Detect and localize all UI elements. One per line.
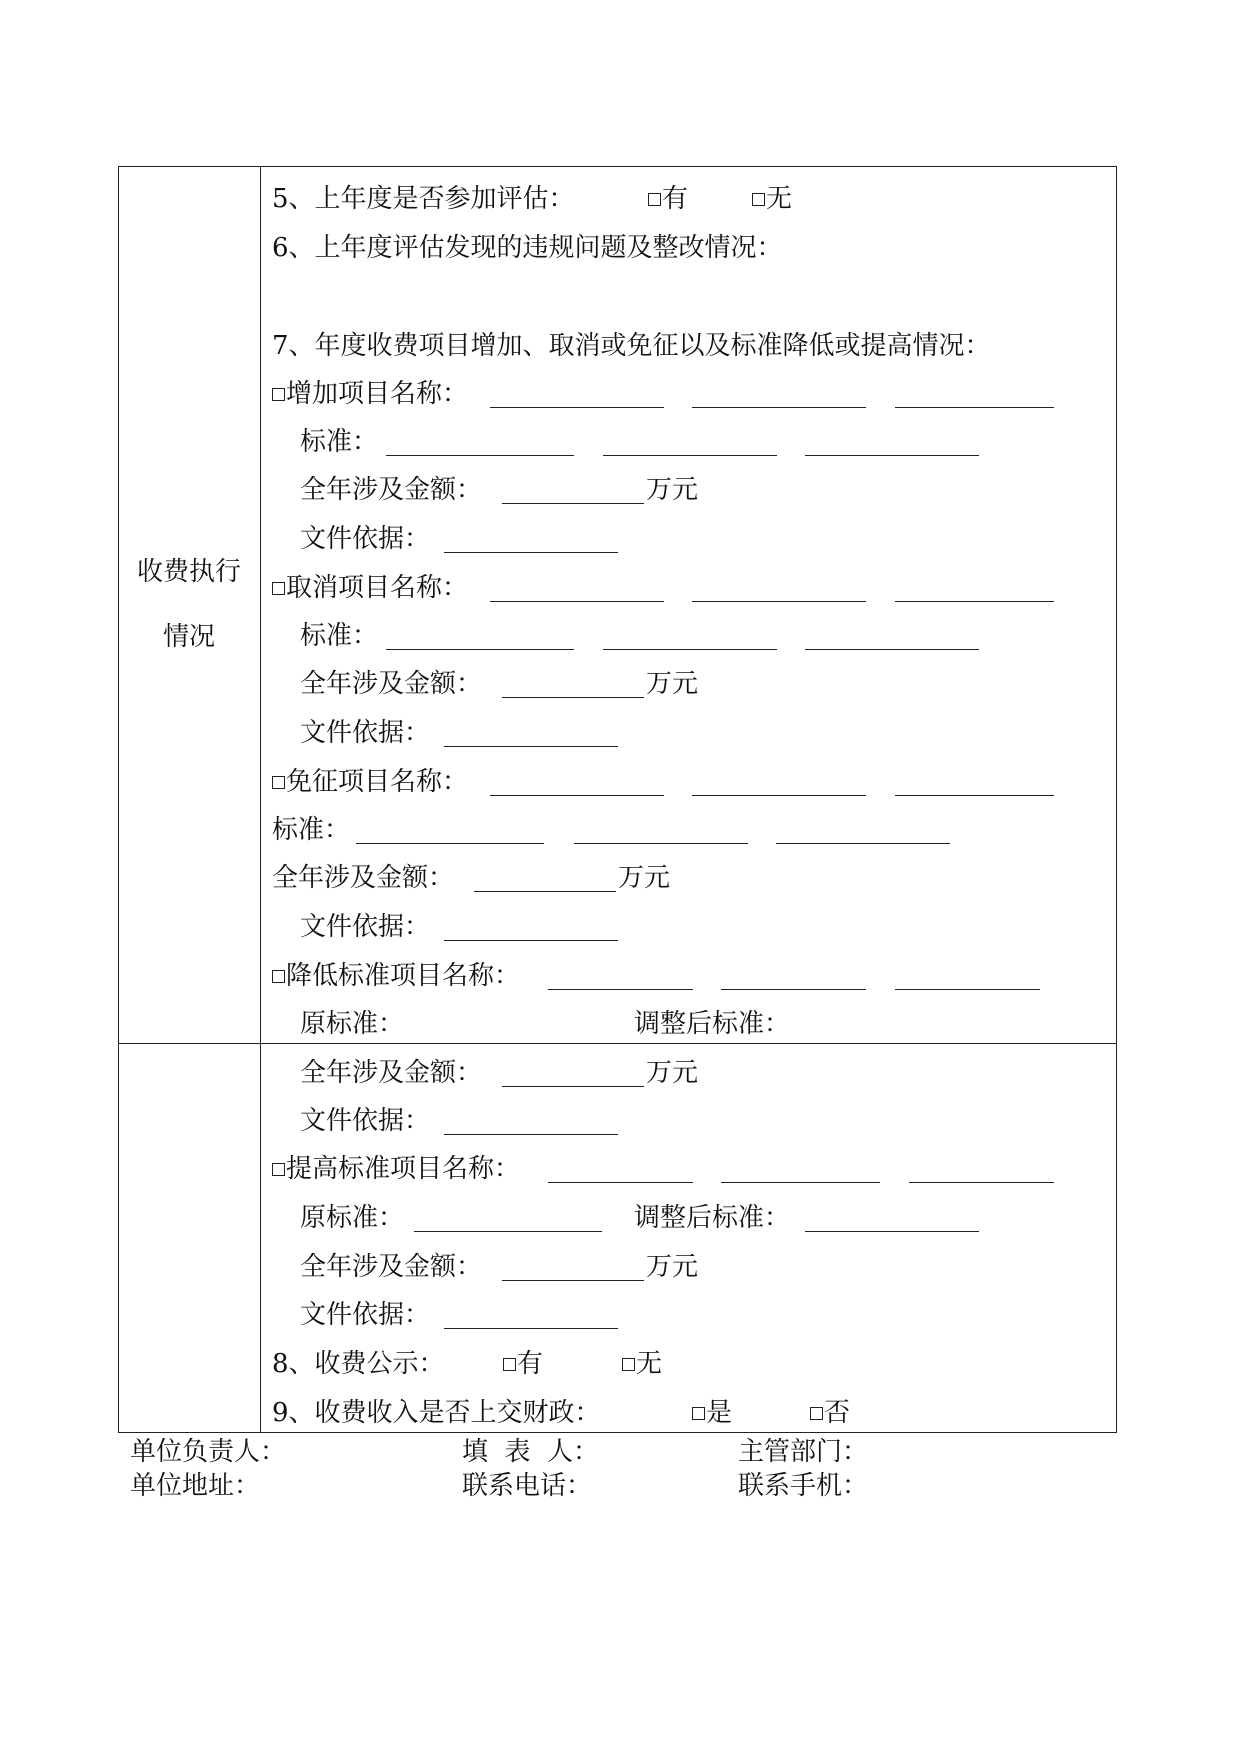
checkbox-icon[interactable] — [648, 193, 661, 206]
add-basis-blank[interactable] — [444, 552, 618, 553]
raise-amount-label: 全年涉及金额： — [300, 1252, 483, 1282]
add-standard-label: 标准： — [300, 427, 379, 457]
footer-address: 单位地址： — [130, 1471, 261, 1501]
lower-basis-blank[interactable] — [444, 1134, 618, 1135]
add-amount-unit: 万元 — [646, 475, 699, 505]
cancel-standard-blank-3[interactable] — [805, 649, 979, 650]
footer-supervisor: 主管部门： — [738, 1437, 869, 1467]
cancel-name-blank-2[interactable] — [692, 601, 866, 602]
lower-amount-unit: 万元 — [646, 1058, 699, 1088]
raise-amount-unit: 万元 — [646, 1252, 699, 1282]
raise-adjusted-standard-label: 调整后标准： — [634, 1203, 791, 1233]
checkbox-icon[interactable] — [810, 1407, 823, 1420]
raise-item-name-label: 提高标准项目名称： — [272, 1153, 520, 1185]
add-amount-label: 全年涉及金额： — [300, 475, 483, 505]
raise-basis-label: 文件依据： — [300, 1300, 431, 1330]
lower-original-standard-label: 原标准： — [300, 1009, 405, 1039]
add-amount-blank[interactable] — [502, 503, 644, 504]
cancel-amount-blank[interactable] — [502, 697, 644, 698]
raise-amount-blank[interactable] — [502, 1280, 644, 1281]
cancel-name-blank-3[interactable] — [895, 601, 1054, 602]
cancel-basis-label: 文件依据： — [300, 718, 431, 748]
raise-adjusted-standard-blank[interactable] — [805, 1231, 979, 1232]
exempt-standard-label: 标准： — [272, 815, 351, 845]
checkbox-icon[interactable] — [503, 1358, 516, 1371]
exempt-standard-blank-2[interactable] — [574, 843, 748, 844]
table-bottom-border — [118, 1432, 1117, 1433]
add-name-blank-2[interactable] — [692, 407, 866, 408]
q6-text: 6、上年度评估发现的违规问题及整改情况： — [272, 233, 783, 263]
checkbox-icon[interactable] — [272, 1163, 285, 1176]
raise-original-standard-blank[interactable] — [414, 1231, 602, 1232]
cancel-amount-unit: 万元 — [646, 669, 699, 699]
checkbox-icon[interactable] — [272, 582, 285, 595]
checkbox-icon[interactable] — [272, 776, 285, 789]
exempt-basis-blank[interactable] — [444, 940, 618, 941]
raise-original-standard-label: 原标准： — [300, 1203, 405, 1233]
category-label — [119, 556, 259, 653]
q7-text: 7、年度收费项目增加、取消或免征以及标准降低或提高情况： — [272, 331, 991, 361]
exempt-standard-blank-1[interactable] — [356, 843, 544, 844]
checkbox-icon[interactable] — [692, 1407, 705, 1420]
cancel-standard-label: 标准： — [300, 621, 379, 651]
q8-option-yes[interactable]: 有 — [503, 1348, 543, 1380]
exempt-name-blank-2[interactable] — [692, 795, 866, 796]
exempt-basis-label: 文件依据： — [300, 912, 431, 942]
raise-basis-blank[interactable] — [444, 1328, 618, 1329]
q5-option-no[interactable]: 无 — [752, 183, 792, 215]
q8-text: 8、收费公示： — [272, 1349, 445, 1379]
raise-name-blank-2[interactable] — [721, 1182, 880, 1183]
q8-option-no[interactable]: 无 — [622, 1348, 662, 1380]
q9-text: 9、收费收入是否上交财政： — [272, 1398, 601, 1428]
exempt-item-name-label: 免征项目名称： — [272, 766, 468, 798]
cancel-basis-blank[interactable] — [444, 746, 618, 747]
table-left-border — [118, 166, 119, 1433]
checkbox-icon[interactable] — [272, 388, 285, 401]
exempt-amount-label: 全年涉及金额： — [272, 863, 455, 893]
q5-text: 5、上年度是否参加评估： — [272, 184, 575, 214]
cancel-name-blank-1[interactable] — [490, 601, 664, 602]
exempt-name-blank-3[interactable] — [895, 795, 1054, 796]
table-column-divider — [260, 166, 261, 1433]
q5-option-yes[interactable]: 有 — [648, 183, 688, 215]
footer-unit-head: 单位负责人： — [130, 1437, 287, 1467]
footer-filler: 填 表 人： — [462, 1437, 600, 1467]
add-item-name-label: 增加项目名称： — [272, 378, 468, 410]
exempt-amount-blank[interactable] — [474, 891, 616, 892]
cancel-item-name-label: 取消项目名称： — [272, 572, 468, 604]
lower-basis-label: 文件依据： — [300, 1106, 431, 1136]
checkbox-icon[interactable] — [752, 193, 765, 206]
q9-option-yes[interactable]: 是 — [692, 1397, 732, 1429]
q9-option-no[interactable]: 否 — [810, 1397, 850, 1429]
footer-mobile: 联系手机： — [738, 1471, 869, 1501]
lower-amount-label: 全年涉及金额： — [300, 1058, 483, 1088]
category-line-1: 收费执行 — [136, 557, 241, 587]
lower-amount-blank[interactable] — [502, 1086, 644, 1087]
add-name-blank-3[interactable] — [895, 407, 1054, 408]
add-standard-blank-1[interactable] — [386, 455, 574, 456]
footer-phone: 联系电话： — [462, 1471, 593, 1501]
lower-name-blank-1[interactable] — [548, 989, 693, 990]
checkbox-icon[interactable] — [622, 1358, 635, 1371]
checkbox-icon[interactable] — [272, 970, 285, 983]
exempt-standard-blank-3[interactable] — [776, 843, 950, 844]
raise-name-blank-3[interactable] — [909, 1182, 1054, 1183]
table-row-divider — [118, 1043, 1117, 1044]
add-standard-blank-2[interactable] — [603, 455, 777, 456]
table-right-border — [1116, 166, 1117, 1433]
exempt-amount-unit: 万元 — [618, 863, 671, 893]
cancel-standard-blank-1[interactable] — [386, 649, 574, 650]
cancel-standard-blank-2[interactable] — [603, 649, 777, 650]
exempt-name-blank-1[interactable] — [490, 795, 664, 796]
add-standard-blank-3[interactable] — [805, 455, 979, 456]
add-name-blank-1[interactable] — [490, 407, 664, 408]
lower-item-name-label: 降低标准项目名称： — [272, 960, 520, 992]
add-basis-label: 文件依据： — [300, 524, 431, 554]
lower-name-blank-2[interactable] — [721, 989, 866, 990]
table-top-border — [118, 166, 1117, 167]
lower-adjusted-standard-label: 调整后标准： — [634, 1009, 791, 1039]
raise-name-blank-1[interactable] — [548, 1182, 693, 1183]
lower-name-blank-3[interactable] — [895, 989, 1040, 990]
cancel-amount-label: 全年涉及金额： — [300, 669, 483, 699]
category-line-2: 情况 — [162, 622, 215, 652]
